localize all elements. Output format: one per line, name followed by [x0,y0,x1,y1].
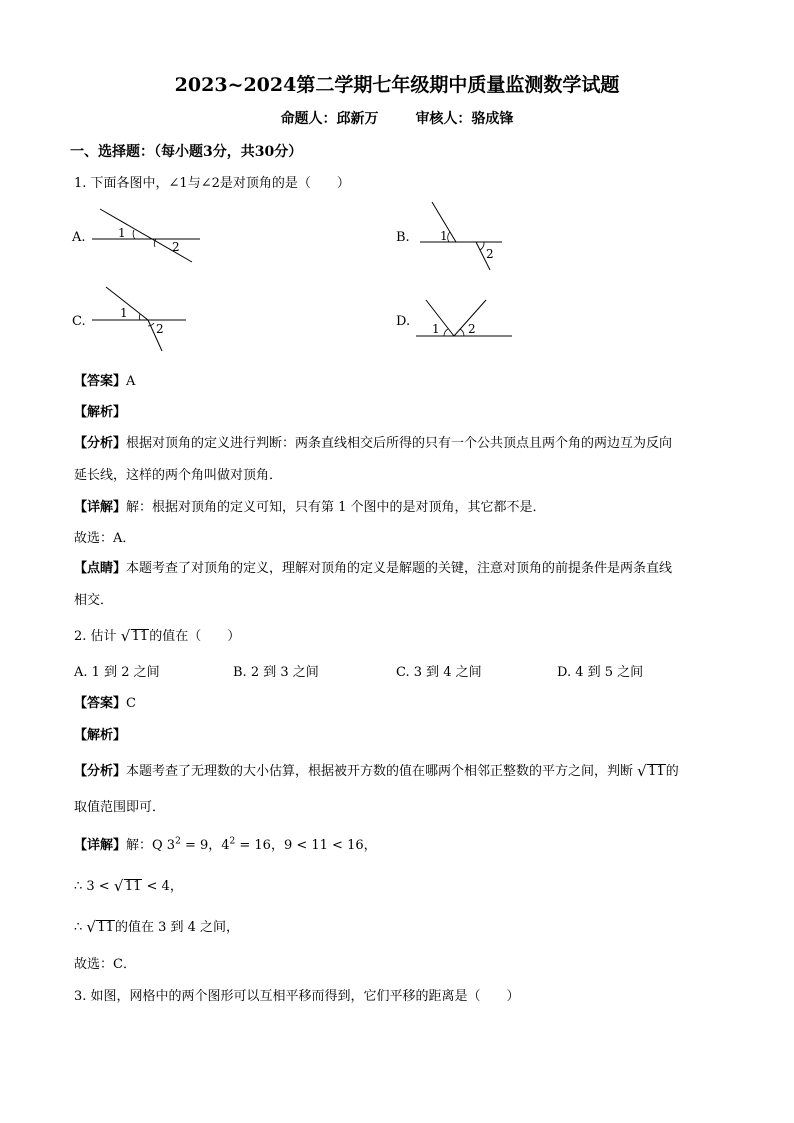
q1-b-angle2: 2 [486,247,494,261]
q1-dianjing-text1: 本题考查了对顶角的定义，理解对顶角的定义是解题的关键，注意对顶角的前提条件是两条直线 [126,561,673,576]
sqrt-expression: √ 11 [637,762,665,780]
fenxi-tag: 【分析】 [74,436,127,451]
q2-step3-prefix: ∴ [74,920,83,935]
q2-step2 [74,875,183,894]
answer-tag: 【答案】 [74,374,127,389]
q2-xiangjie-prefix: 解：Q 3 [126,838,176,853]
q1-xiangjie-line [74,496,546,515]
q1-analysis-tag: 【解析】 [74,405,127,420]
q1-d-angle2: 2 [468,322,476,336]
q1-xiangjie-text: 解：根据对顶角的定义可知，只有第 1 个图中的是对顶角，其它都不是． [126,500,546,515]
q1-option-c-label: C. [72,314,86,329]
q1-a-angle2: 2 [172,240,180,254]
q2-xiangjie-mid1: = 9，4 [180,838,230,853]
section-heading: 一、选择题：（每小题3分，共30分） [70,144,303,160]
q1-a-angle1: 1 [118,226,126,240]
q2-step2-prefix: ∴ 3 < [74,879,110,894]
q2-stem-suffix: 的值在（ ） [149,629,241,644]
q1-fenxi-line2: 延长线，这样的两个角叫做对顶角． [74,468,283,483]
fenxi-tag: 【分析】 [74,764,127,779]
q1-option-c-figure [88,283,198,353]
q2-fenxi-line2: 取值范围即可． [74,800,166,815]
q2-option-b: B. 2 到 3 之间 [233,665,319,680]
q1-dianjing-line2: 相交． [74,593,114,608]
q1-option-d-figure [414,296,514,341]
exponent: 2 [229,836,236,847]
q1-c-angle1: 1 [120,306,128,320]
q1-answer: A [126,374,136,389]
author-label: 命题人：邱新万 [280,111,379,127]
xiangjie-tag: 【详解】 [74,500,127,515]
q1-dianjing-line1 [74,557,672,576]
q2-fenxi-line1 [74,760,679,779]
q2-answer: C [126,696,136,711]
q1-d-angle1: 1 [432,322,440,336]
page-title: 2023~2024第二学期七年级期中质量监测数学试题 [174,74,620,96]
q2-option-c: C. 3 到 4 之间 [396,665,482,680]
q1-answer-line [74,370,135,389]
q1-option-a-figure [88,205,208,265]
q1-stem: 1. 下面各图中，∠1与∠2是对顶角的是（ ） [74,176,350,191]
author-line [0,108,794,128]
radicand: 11 [124,879,142,894]
q2-stem [74,625,240,644]
q1-option-b-figure [412,198,512,273]
q3-stem: 3. 如图，网格中的两个图形可以互相平移而得到，它们平移的距离是（ ） [74,989,520,1004]
q1-b-angle1: 1 [440,229,448,243]
answer-tag: 【答案】 [74,696,127,711]
sqrt-expression: √ 11 [113,877,142,895]
q1-option-a-label: A. [72,230,86,245]
q2-guxuan: 故选：C． [74,957,136,972]
q2-stem-prefix: 2. 估计 [74,629,117,644]
dianjing-tag: 【点睛】 [74,561,127,576]
q2-step3 [74,916,239,935]
radicand: 11 [131,629,149,644]
q2-step3-suffix: 的值在 3 到 4 之间， [114,920,240,935]
q1-guxuan: 故选：A． [74,531,136,546]
q1-option-d-label: D. [396,314,411,329]
sqrt-expression: √ 11 [120,627,149,645]
reviewer-label: 审核人：骆成锋 [415,111,514,127]
q2-answer-line [74,692,136,711]
xiangjie-tag: 【详解】 [74,838,127,853]
q1-fenxi-text1: 根据对顶角的定义进行判断：两条直线相交后所得的只有一个公共顶点且两个角的两边互为反向 [126,436,673,451]
q1-c-angle2: 2 [156,322,164,336]
q1-option-b-label: B. [396,230,410,245]
sqrt-expression: √ 11 [86,918,114,936]
radicand: 11 [97,920,114,935]
exponent: 2 [175,836,181,847]
q2-fenxi-end: 的 [665,764,679,779]
q2-xiangjie-mid2: = 16，9 < 11 < 16， [235,838,377,853]
q2-option-d: D. 4 到 5 之间 [557,665,644,680]
q2-analysis-tag: 【解析】 [74,728,127,743]
q2-step2-suffix: < 4， [146,879,183,894]
q2-xiangjie-line [74,834,377,853]
q2-fenxi-text1: 本题考查了无理数的大小估算，根据被开方数的值在哪两个相邻正整数的平方之间，判断 [126,764,634,779]
q1-fenxi-line1 [74,432,672,451]
q2-option-a: A. 1 到 2 之间 [74,665,160,680]
radicand: 11 [648,764,665,779]
